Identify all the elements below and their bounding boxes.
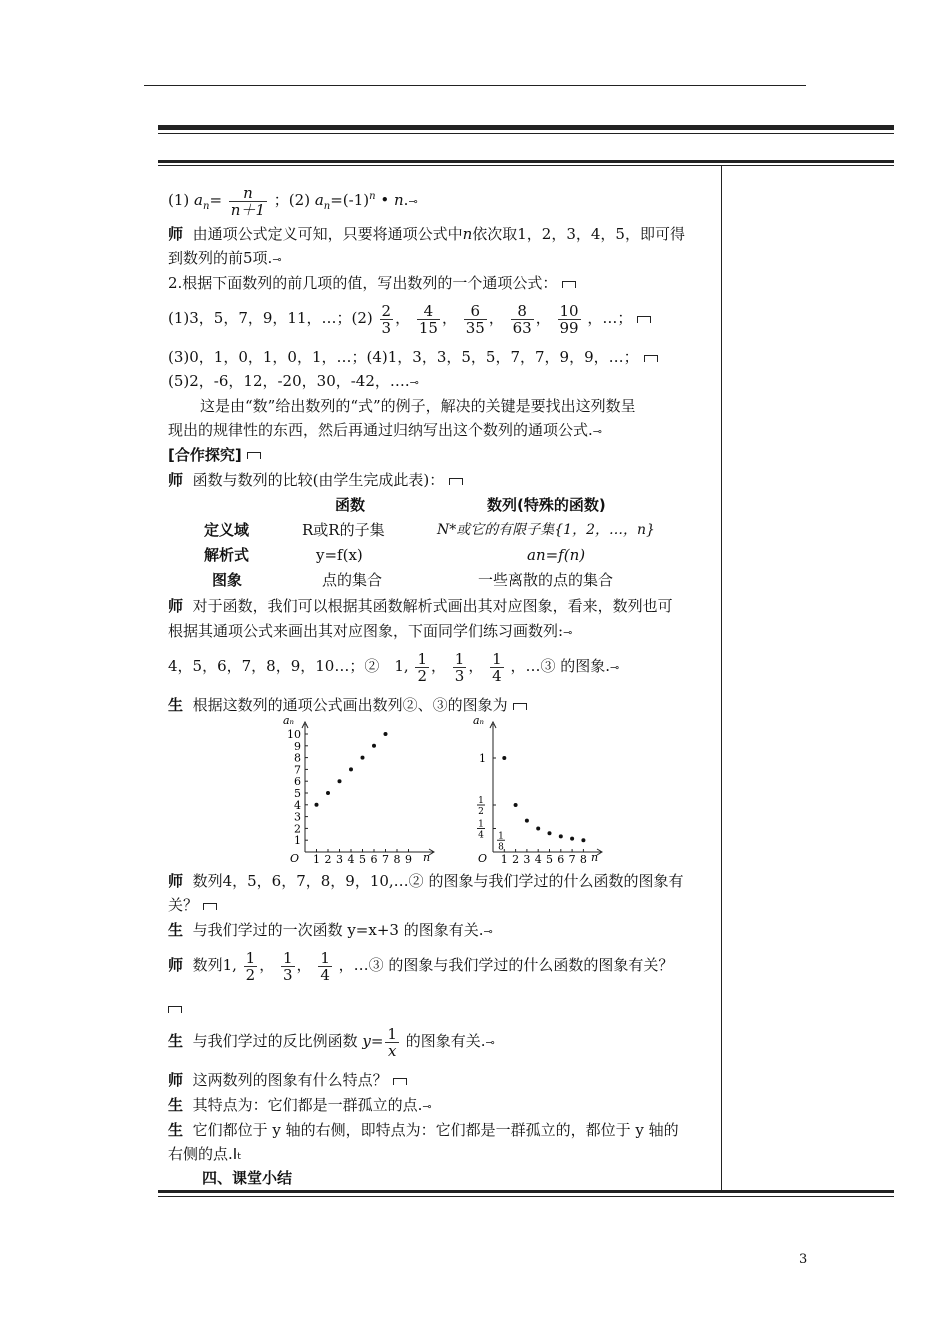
y-axis-label: aₙ — [283, 714, 295, 727]
question-2-line-3: (5)2，-6，12，-20，30，-42，….⊸ — [168, 372, 419, 390]
x-tick-label: 8 — [579, 853, 587, 864]
fraction: $\frac{2}{3}$ — [381, 301, 392, 337]
data-point — [559, 834, 563, 838]
table-cell: y=f(x) — [316, 546, 363, 564]
y-tick-label: 7 — [294, 763, 301, 777]
formula-line: (1) $a_n=$ $\frac{n}{n+1}$ ；(2) $a_n=(-1)^n$ • n.⊸ — [168, 183, 418, 219]
column-divider — [721, 166, 722, 1190]
question-2-line-2: (3)0，1，0，1，0，1，…；(4)1，3，3，5，5，7，7，9，9，…； — [168, 347, 658, 367]
paragraph-line-1: 这是由“数”给出数列的“式”的例子，解决的关键是要找出这列数呈 — [200, 397, 636, 415]
data-point — [315, 803, 319, 807]
speaker-teacher: 师 — [168, 956, 184, 974]
teacher-line-4: 师 数列4，5，6，7，8，9，10,…② 的图象与我们学过的什么函数的图象有 — [168, 872, 684, 890]
x-tick-label: 4 — [534, 853, 542, 864]
student-line-5: 生 它们都位于 y 轴的右侧，即特点为：它们都是一群孤立的，都位于 y 轴的 — [168, 1121, 679, 1139]
x-tick-label: 3 — [336, 853, 343, 864]
x-tick-label: 9 — [405, 853, 412, 864]
teacher-line-4b: 关？ — [168, 895, 217, 915]
fraction: $\frac{1}{2}$ — [417, 649, 427, 685]
x-axis-label: n — [591, 851, 599, 864]
speaker-student: 生 — [168, 1121, 184, 1139]
fraction: $\frac{8}{63}$ — [512, 301, 532, 337]
student-line-1: 生 根据这数列的通项公式画出数列②、③的图象为 — [168, 695, 527, 715]
data-point — [525, 819, 529, 823]
data-point — [548, 831, 552, 835]
teacher-line-6: 师 这两数列的图象有什么特点？ — [168, 1070, 407, 1090]
fraction: $\frac{10}{99}$ — [559, 301, 579, 337]
header-rule — [144, 85, 806, 86]
paragraph-mark-icon — [562, 281, 576, 288]
table-bottom-thick-rule — [158, 1190, 894, 1193]
y-tick-label-num: 1 — [478, 819, 484, 830]
eighth-label-den: 8 — [498, 842, 504, 853]
speaker-teacher: 师 — [168, 225, 184, 243]
x-tick-label: 7 — [382, 853, 389, 864]
x-tick-label: 5 — [546, 853, 553, 864]
y-tick-label-den: 4 — [478, 830, 484, 841]
speaker-teacher: 师 — [168, 471, 184, 489]
fraction: $\frac{6}{35}$ — [465, 301, 485, 337]
x-tick-label: 1 — [313, 853, 320, 864]
data-point — [581, 838, 585, 842]
y-tick-label: 1 — [294, 834, 301, 848]
y-tick-label: 1 — [479, 752, 486, 765]
teacher-line-1: 师 由通项公式定义可知，只要将通项公式中n依次取1，2，3，4，5，即可得 — [168, 225, 685, 243]
speaker-student: 生 — [168, 696, 184, 714]
section-heading-summary: 四、课堂小结 — [202, 1169, 293, 1187]
y-tick-label-den: 2 — [478, 807, 484, 817]
origin-label: O — [478, 852, 488, 864]
y-tick-label: 9 — [294, 739, 301, 753]
x-tick-label: 6 — [370, 853, 378, 864]
teacher-line-3b: 根据其通项公式来画出其对应图象，下面同学们练习画数列:⊸ — [168, 622, 573, 640]
table-bottom-thin-rule — [158, 1196, 894, 1197]
speaker-teacher: 师 — [168, 597, 184, 615]
table-cell: 一些离散的点的集合 — [478, 571, 614, 589]
graph-sequence-3 — [468, 712, 608, 864]
table-cell: R或R的子集 — [302, 521, 385, 539]
student-line-3: 生 与我们学过的反比例函数 y= $\frac{1}{x}$ 的图象有关.⊸ — [168, 1024, 495, 1060]
fraction: $\frac{4}{15}$ — [418, 301, 438, 337]
table-row-label: 定义域 — [204, 521, 250, 539]
table-top-thin-rule — [158, 165, 894, 166]
y-tick-label: 8 — [294, 751, 301, 765]
fraction: $\frac{1}{3}$ — [454, 649, 465, 685]
data-point — [349, 767, 353, 771]
data-point — [338, 779, 342, 783]
origin-label: O — [290, 852, 300, 864]
table-cell: an=f(n) — [527, 546, 586, 564]
x-tick-label: 5 — [359, 853, 366, 864]
y-tick-label: 6 — [294, 775, 301, 789]
x-tick-label: 3 — [523, 853, 531, 864]
paragraph-mark-icon — [637, 316, 651, 323]
y-tick-label-num: 1 — [478, 796, 484, 806]
data-point — [361, 756, 365, 760]
table-header-function: 函数 — [335, 496, 366, 514]
paragraph-mark-icon — [203, 903, 217, 910]
teacher-line-2: 师 函数与数列的比较(由学生完成此表)： — [168, 470, 463, 490]
data-point — [536, 827, 540, 831]
x-tick-label: 8 — [393, 853, 401, 864]
x-axis-label: n — [423, 851, 431, 864]
y-tick-label: 5 — [294, 787, 301, 800]
fraction: $\frac{1}{4}$ — [492, 649, 502, 685]
data-point — [502, 756, 506, 760]
y-tick-label: 4 — [294, 798, 301, 812]
data-point — [326, 791, 330, 795]
table-header-sequence: 数列(特殊的函数) — [487, 496, 606, 514]
x-tick-label: 2 — [512, 853, 520, 864]
teacher-line-5: 师 数列1, $\frac{1}{2}$ ， $\frac{1}{3}$ ， $\frac{1}{4}$ ，…③ 的图象与我们学过的什么函数的图象有关？ — [168, 948, 674, 984]
top-thin-rule — [158, 133, 894, 134]
teacher-line-1b: 到数列的前5项.⊸ — [168, 249, 282, 267]
data-point — [570, 837, 574, 841]
teacher-line-3: 师 对于函数，我们可以根据其函数解析式画出其对应图象，看来，数列也可 — [168, 597, 673, 615]
x-tick-label: 4 — [347, 853, 355, 864]
x-tick-label: 1 — [500, 853, 508, 864]
paragraph-mark-icon — [644, 355, 658, 362]
eighth-label-num: 1 — [498, 831, 504, 842]
x-tick-label: 2 — [324, 853, 332, 864]
top-thick-rule — [158, 125, 894, 130]
speaker-student: 生 — [168, 921, 184, 939]
speaker-teacher: 师 — [168, 1071, 184, 1089]
speaker-student: 生 — [168, 1032, 184, 1050]
question-2-title: 2.根据下面数列的前几项的值，写出数列的一个通项公式： — [168, 273, 576, 293]
y-tick-label: 3 — [294, 810, 301, 824]
paragraph-mark-icon — [247, 452, 261, 459]
graph-sequence-2 — [278, 712, 438, 864]
paragraph-line-2: 现出的规律性的东西，然后再通过归纳写出这个数列的通项公式.⊸ — [168, 421, 602, 439]
fraction: $\frac{1}{3}$ — [282, 948, 293, 984]
table-row-label: 解析式 — [204, 546, 250, 564]
y-tick-label: 2 — [294, 822, 301, 836]
data-point — [384, 732, 388, 736]
data-point — [372, 744, 376, 748]
fraction: $\frac{1}{2}$ — [245, 948, 256, 984]
y-axis-label: aₙ — [473, 714, 485, 727]
sequence-line: 4，5，6，7，8，9，10…；② 1, $\frac{1}{2}$ ， $\frac{1}{3}$ ， $\frac{1}{4}$ ，…③ 的图象.⊸ — [168, 649, 620, 685]
y-tick-label: 10 — [287, 728, 301, 741]
student-line-4: 生 其特点为：它们都是一群孤立的点.⊸ — [168, 1096, 432, 1114]
paragraph-mark-icon — [393, 1078, 407, 1085]
question-2-line-1: (1)3，5，7，9，11，…；(2) $\frac{2}{3}$ ， $\frac{4}{15}$ ， $\frac{6}{35}$ ， $\frac{8}{63}$ ， $\frac{10}{99}$ ，…； — [168, 298, 651, 338]
paragraph-mark-icon — [168, 1006, 182, 1013]
speaker-student: 生 — [168, 1096, 184, 1114]
paragraph-mark-icon — [449, 478, 463, 485]
speaker-teacher: 师 — [168, 872, 184, 890]
paragraph-mark-icon — [513, 703, 527, 710]
fraction: $\frac{1}{4}$ — [320, 948, 330, 984]
table-row-label: 图象 — [212, 571, 243, 589]
table-cell: 点的集合 — [322, 571, 383, 589]
fraction: $\frac{1}{x}$ — [387, 1024, 397, 1060]
table-top-thick-rule — [158, 160, 894, 163]
section-heading-coop: [合作探究] — [168, 445, 261, 465]
x-tick-label: 7 — [568, 853, 576, 864]
data-point — [514, 803, 518, 807]
student-line-5b: 右侧的点.Iₜ — [168, 1145, 242, 1163]
page-number: 3 — [799, 1252, 808, 1267]
formula-fraction: $\frac{n}{n+1}$ — [230, 183, 266, 219]
student-line-2: 生 与我们学过的一次函数 y=x+3 的图象有关.⊸ — [168, 921, 493, 939]
table-cell: N*或它的有限子集{1，2，…，n} — [437, 522, 655, 538]
x-tick-label: 6 — [557, 853, 565, 864]
